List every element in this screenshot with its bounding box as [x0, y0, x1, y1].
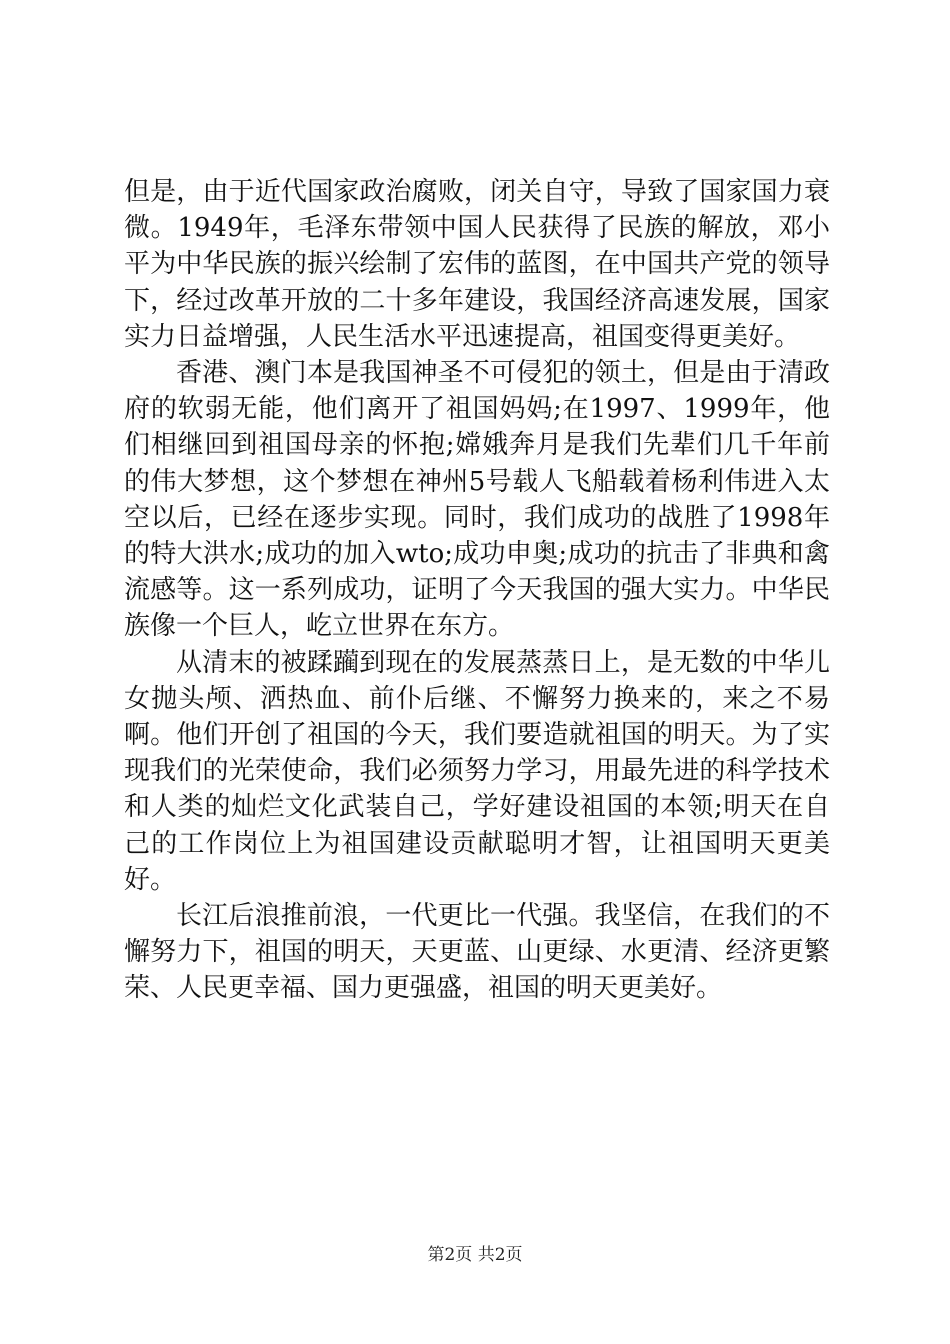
paragraph-3: 从清末的被蹂躏到现在的发展蒸蒸日上，是无数的中华儿女抛头颅、洒热血、前仆后继、不懈努力换来的，来之不易啊。他们开创了祖国的今天，我们要造就祖国的明天。为了实现我们的光荣使命，我们必须努力学习，用最先进的科学技术和人类的灿烂文化武装自己，学好建设祖国的本领;明天在自己的工作岗位上为祖国建设贡献聪明才智，让祖国明天更美好。: [124, 647, 830, 895]
body-text: [124, 174, 830, 1007]
page-number-footer: 第2页 共2页: [427, 1245, 523, 1265]
paragraph-2: 香港、澳门本是我国神圣不可侵犯的领土，但是由于清政府的软弱无能，他们离开了祖国妈妈;在1997、1999年，他们相继回到祖国母亲的怀抱;嫦娥奔月是我们先辈们几千年前的伟大梦想，这个梦想在神州5号载人飞船载着杨利伟进入太空以后，已经在逐步实现。同时，我们成功的战胜了1998年的特大洪水;成功的加入wto;成功申奥;成功的抗击了非典和禽流感等。这一系列成功，证明了今天我国的强大实力。中华民族像一个巨人，屹立世界在东方。: [124, 358, 830, 642]
paragraph-1: 但是，由于近代国家政治腐败，闭关自守，导致了国家国力衰微。1949年，毛泽东带领中国人民获得了民族的解放，邓小平为中华民族的振兴绘制了宏伟的蓝图，在中国共产党的领导下，经过改革开放的二十多年建设，我国经济高速发展，国家实力日益增强，人民生活水平迅速提高，祖国变得更美好。: [124, 177, 830, 352]
paragraph-4: 长江后浪推前浪，一代更比一代强。我坚信，在我们的不懈努力下，祖国的明天，天更蓝、山更绿、水更清、经济更繁荣、人民更幸福、国力更强盛，祖国的明天更美好。: [124, 901, 830, 1004]
